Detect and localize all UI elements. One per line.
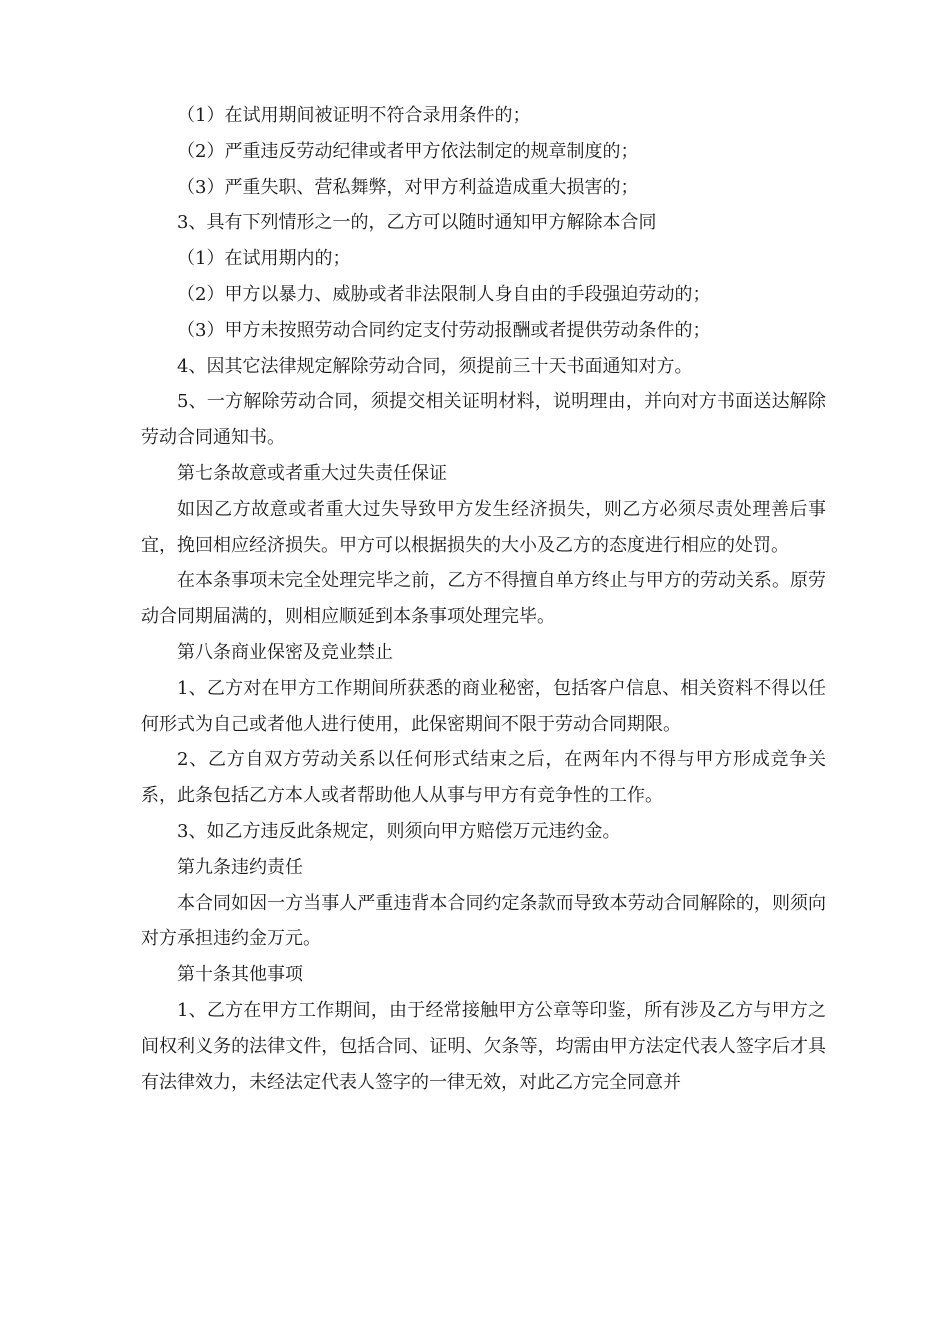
clause-paragraph: 1、乙方对在甲方工作期间所获悉的商业秘密，包括客户信息、相关资料不得以任何形式为自己或者他人进行使用，此保密期间不限于劳动合同期限。 xyxy=(141,677,826,735)
article-heading: 第九条违约责任 xyxy=(177,856,303,878)
article-heading: 第八条商业保密及竞业禁止 xyxy=(177,641,393,663)
clause-paragraph: （2）严重违反劳动纪律或者甲方依法制定的规章制度的； xyxy=(177,140,639,162)
clause-paragraph: 4、因其它法律规定解除劳动合同，须提前三十天书面通知对方。 xyxy=(177,355,693,377)
article-heading: 第七条故意或者重大过失责任保证 xyxy=(177,462,447,484)
article-heading: 第十条其他事项 xyxy=(177,964,303,986)
clause-paragraph: 2、乙方自双方劳动关系以任何形式结束之后，在两年内不得与甲方形成竞争关系，此条包括乙方本人或者帮助他人从事与甲方有竞争性的工作。 xyxy=(141,749,826,807)
clause-paragraph: 在本条事项未完全处理完毕之前，乙方不得擅自单方终止与甲方的劳动关系。原劳动合同期届满的，则相应顺延到本条事项处理完毕。 xyxy=(141,570,826,628)
clause-paragraph: （1）在试用期内的； xyxy=(177,248,351,270)
clause-paragraph: （3）甲方未按照劳动合同约定支付劳动报酬或者提供劳动条件的； xyxy=(177,319,711,341)
clause-paragraph: （1）在试用期间被证明不符合录用条件的； xyxy=(177,105,531,126)
clause-paragraph: （3）严重失职、营私舞弊，对甲方利益造成重大损害的； xyxy=(177,176,639,198)
clause-paragraph: 5、一方解除劳动合同，须提交相关证明材料，说明理由，并向对方书面送达解除劳动合同通知书。 xyxy=(141,391,826,449)
document-body xyxy=(141,98,826,1100)
clause-paragraph: 1、乙方在甲方工作期间，由于经常接触甲方公章等印鉴，所有涉及乙方与甲方之间权利义务的法律文件，包括合同、证明、欠条等，均需由甲方法定代表人签字后才具有法律效力，未经法定代表人签字的一律无效，对此乙方完全同意并 xyxy=(141,999,826,1093)
clause-paragraph: （2）甲方以暴力、威胁或者非法限制人身自由的手段强迫劳动的； xyxy=(177,283,711,305)
clause-paragraph: 本合同如因一方当事人严重违背本合同约定条款而导致本劳动合同解除的，则须向对方承担违约金万元。 xyxy=(141,892,826,950)
clause-paragraph: 3、具有下列情形之一的，乙方可以随时通知甲方解除本合同 xyxy=(177,212,657,234)
clause-paragraph: 如因乙方故意或者重大过失导致甲方发生经济损失，则乙方必须尽责处理善后事宜，挽回相应经济损失。甲方可以根据损失的大小及乙方的态度进行相应的处罚。 xyxy=(141,498,826,556)
clause-paragraph: 3、如乙方违反此条规定，则须向甲方赔偿万元违约金。 xyxy=(177,820,621,842)
